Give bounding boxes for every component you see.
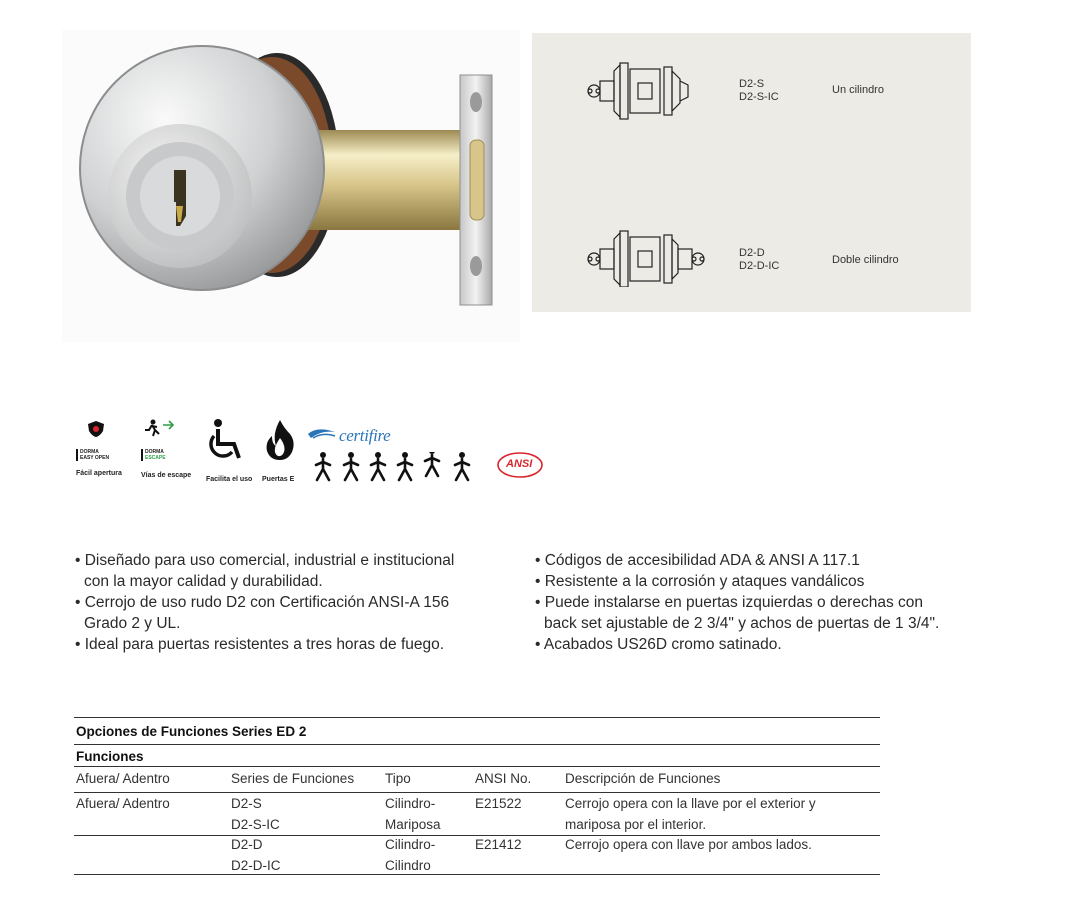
column-header: Series de Funciones [231,771,355,786]
cell-ansi: E21412 [475,837,522,852]
table-rule [74,717,880,718]
column-header: Descripción de Funciones [565,771,721,786]
fire-door-badge [262,418,302,483]
row1-codes [739,78,779,104]
cell-ansi: E21522 [475,796,522,811]
feature-item: • Puede instalarse en puertas izquierdas o derechas con back set ajustable de 2 3/4" y achos de puertas de 1 3/4". [535,594,940,632]
table-rule [74,744,880,745]
features-left [75,550,525,655]
table-rule [74,766,880,767]
column-header: Afuera/ Adentro [76,771,170,786]
certifire-wordmark: certifire [339,426,391,445]
feature-item: • Acabados US26D cromo satinado. [535,636,782,653]
table-section: Funciones [76,749,144,764]
function-code: D2-S [739,78,765,90]
ansi-logo [496,449,544,481]
column-header: ANSI No. [475,771,532,786]
table-rule [74,874,880,875]
cell-description: Cerrojo opera con llave por ambos lados. [565,837,812,852]
walking-people-icon [311,452,481,484]
double-cylinder-diagram [584,223,714,287]
function-code: D2-S-IC [739,91,779,103]
row2-codes [739,247,779,273]
feature-item: • Ideal para puertas resistentes a tres horas de fuego. [75,636,445,653]
deadbolt-product-image [62,30,520,342]
accessibility-badge [206,418,262,483]
row2-description: Doble cilindro [832,254,899,266]
row1-description: Un cilindro [832,84,884,96]
single-cylinder-diagram [584,59,704,123]
cell-type: Cilindro- Cilindro [385,837,436,873]
dorma-escape-label: DORMA ESCAPE [141,449,197,461]
cell-side: Afuera/ Adentro [76,796,170,811]
fire-door-caption: Puertas E [262,476,295,483]
table-title: Opciones de Funciones Series ED 2 [76,724,307,739]
function-diagram-panel [532,33,971,312]
feature-item: • Diseñado para uso comercial, industrial e institucional con la mayor calidad y durabilidad. [75,552,455,590]
running-man-exit-icon [141,418,177,438]
escape-badge [141,418,197,479]
feature-item: • Códigos de accesibilidad ADA & ANSI A 117.1 [535,552,860,569]
features-right [535,550,1035,655]
cell-type: Cilindro- Mariposa [385,796,441,832]
column-header: Tipo [385,771,411,786]
flame-icon [262,418,298,462]
easy-open-badge [76,420,132,477]
swoosh-icon [307,424,337,444]
accessibility-caption: Facilita el uso [206,476,253,483]
shield-icon [86,420,106,438]
ansi-wordmark: ANSI [506,458,533,470]
function-code: D2-D [739,247,765,259]
feature-item: • Cerrojo de uso rudo D2 con Certificación ANSI-A 156 Grado 2 y UL. [75,594,450,632]
function-code: D2-D-IC [739,260,780,272]
wheelchair-icon [206,418,248,462]
easy-open-caption: Fácil apertura [76,470,122,477]
cell-series: D2-S D2-S-IC [231,796,280,832]
cell-series: D2-D D2-D-IC [231,837,281,873]
escape-caption: Vías de escape [141,472,192,479]
deadbolt-illustration [62,30,520,342]
feature-item: • Resistente a la corrosión y ataques vandálicos [535,573,865,590]
dorma-easy-open-label: DORMA EASY OPEN [76,449,132,461]
cell-description: Cerrojo opera con la llave por el exterior y mariposa por el interior. [565,796,816,832]
